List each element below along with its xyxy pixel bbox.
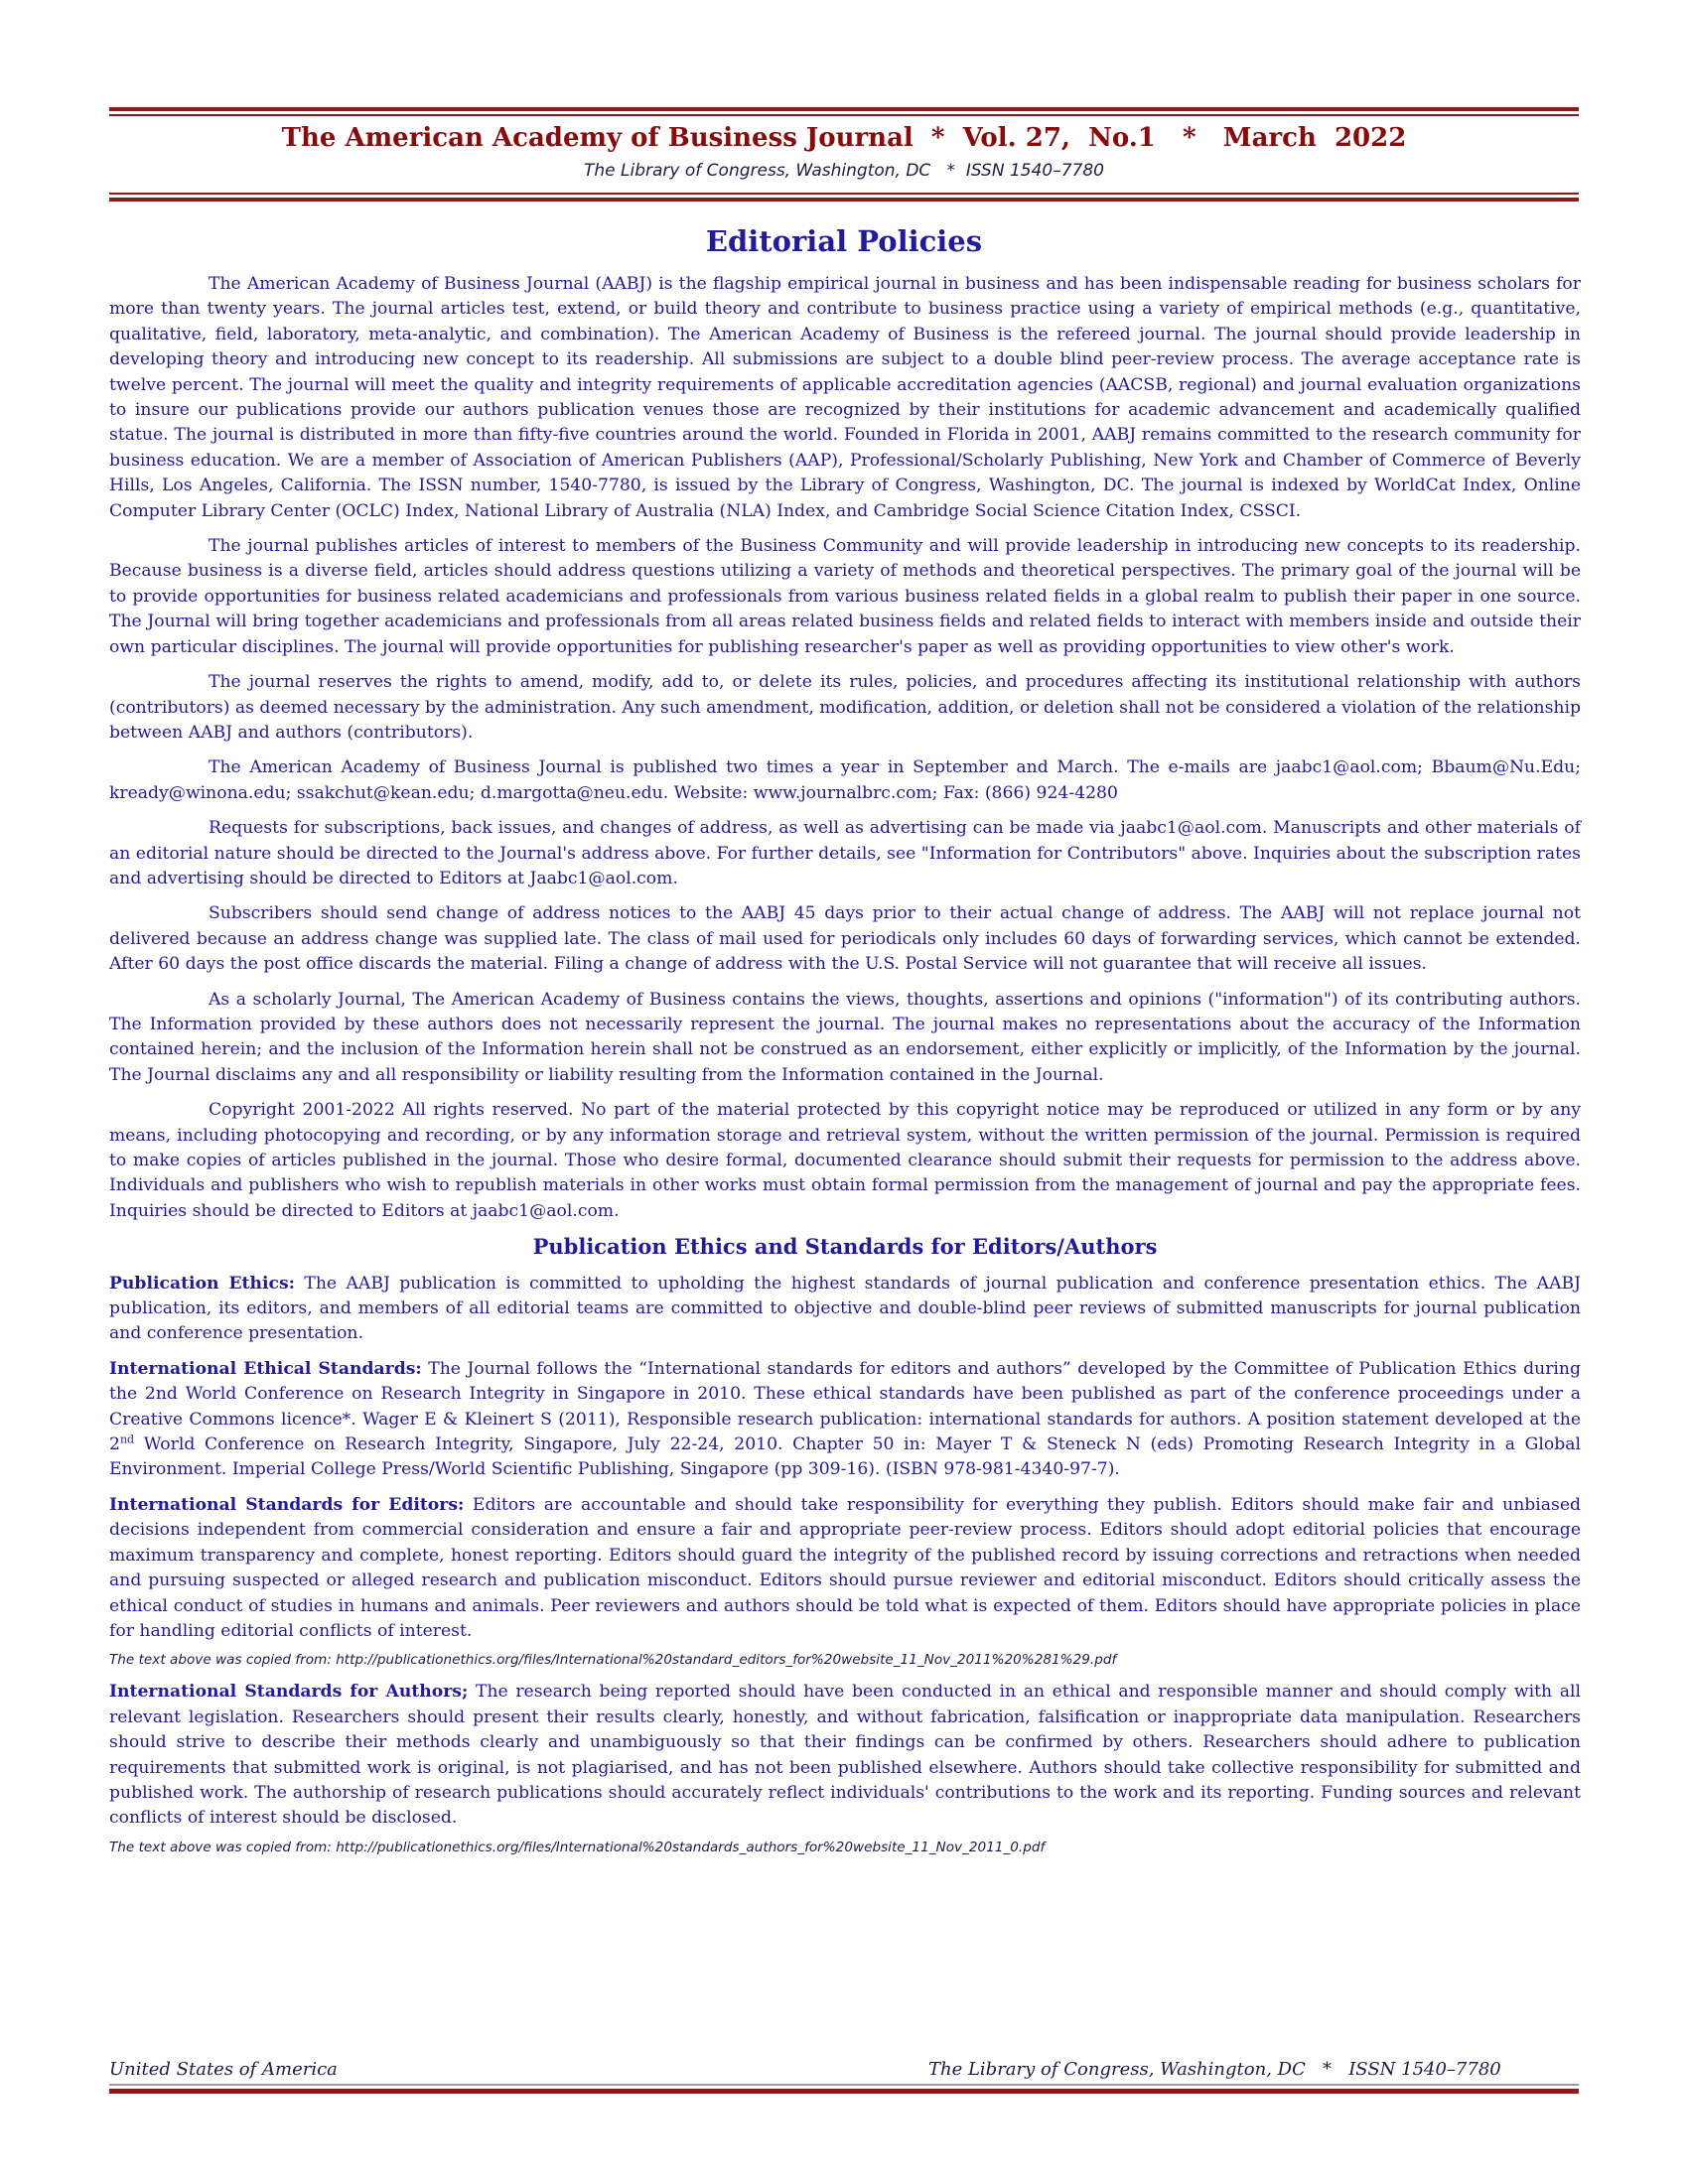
paragraph: Copyright 2001-2022 All rights reserved. No part of the material protected by this copyright notice may be reproduced or utilized in any form or by any means, including photocopying and recording, or by any information storage and retrieval system, without the written permission of the journal. Permission is required to make copies of articles published in the journal. Those who desire formal, documented clearance should submit their requests for permission to the address above. Individuals and publishers who wish to republish materials in other works must obtain formal permission from the management of journal and pay the appropriate fees. Inquiries should be directed to Editors at jaabc1@aol.com. [109,1100,1581,1221]
masthead-subtitle [109,161,1579,181]
paragraph: Requests for subscriptions, back issues, and changes of address, as well as advertising can be made via jaabc1@aol.com. Manuscripts and other materials of an editorial nature should be directed to the Journal's address above. For further details, see "Information for Contributors" above. Inquiries about the subscription rates and advertising should be directed to Editors at Jaabc1@aol.com. [109,818,1581,888]
paragraph: The journal publishes articles of interest to members of the Business Community and will provide leadership in introducing new concepts to its readership. Because business is a diverse field, articles should address questions utilizing a variety of methods and theoretical perspectives. The primary goal of the journal will be to provide opportunities for business related academicians and professionals from various business related fields in a global realm to publish their paper in one source. The Journal will bring together academicians and professionals from all areas related business fields and related fields to interact with members inside and outside their own particular disciplines. The journal will provide opportunities for publishing researcher's paper as well as providing opportunities to view other's work. [109,536,1581,657]
separator: * [1323,2059,1333,2080]
footer-country: United States of America [109,2059,338,2080]
separator: * [930,123,945,153]
issue-date: March 2022 [1222,123,1407,153]
separator: * [1183,123,1196,153]
standards-authors-text: The research being reported should have been conducted in an ethical and responsible manner and should comply with all relevant legislation. Researchers should present their results clearly, honestly, and without fabrication, falsification or inappropriate data manipulation. Researchers should strive to describe their methods clearly and unambiguously so that their findings can be confirmed by others. Researchers should adhere to publication requirements that submitted work is original, is not plagiarised, and has not been published elsewhere. Authors should take collective responsibility for submitted and published work. The authorship of research publications should accurately reflect individuals' contributions to the work and its reporting. Funding sources and relevant conflicts of interest should be disclosed. [109,1682,1581,1829]
editors-source-note: The text above was copied from: http://publicationethics.org/files/International%20standard_editors_for%20website_11_Nov_2011%20%281%29.pdf [109,1652,1117,1669]
masthead-title [109,123,1579,153]
separator: * [946,161,956,181]
standards-authors-paragraph [109,1680,1581,1831]
standards-editors-label: International Standards for Editors: [109,1494,465,1515]
paragraph: The American Academy of Business Journal (AABJ) is the flagship empirical journal in business and has been indispensable reading for business scholars for more than twenty years. The journal articles test, extend, or build theory and contribute to business practice using a variety of empirical methods (e.g., quantitative, qualitative, field, laboratory, meta-analytic, and combination). The American Academy of Business is the refereed journal. The journal should provide leadership in developing theory and introducing new concept to its readership. All submissions are subject to a double blind peer-review process. The average acceptance rate is twelve percent. The journal will meet the quality and integrity requirements of applicable accreditation agencies (AACSB, regional) and journal evaluation organizations to insure our publications provide our authors publication venues those are recognized by their institutions for academic advancement and academically qualified statue. The journal is distributed in more than fifty-five countries around the world. Founded in Florida in 2001, AABJ remains committed to the research community for business education. We are a member of Association of American Publishers (AAP), Professional/Scholarly Publishing, New York and Chamber of Commerce of Beverly Hills, Los Angeles, California. The ISSN number, 1540-7780, is issued by the Library of Congress, Washington, DC. The journal is indexed by WorldCat Index, Online Computer Library Center (OCLC) Index, National Library of Australia (NLA) Index, and Cambridge Social Science Citation Index, CSSCI. [109,274,1581,521]
publication-ethics-paragraph [109,1272,1581,1347]
publication-ethics-text: The AABJ publication is committed to upholding the highest standards of journal publication and conference presentation ethics. The AABJ publication, its editors, and members of all editorial teams are committed to objective and double-blind peer reviews of submitted manuscripts for journal publication and conference presentation. [109,1273,1581,1344]
section-heading: Publication Ethics and Standards for Editors/Authors [532,1234,1158,1260]
standards-editors-text: Editors are accountable and should take responsibility for everything they publish. Editors should make fair and unbiased decisions independent from commercial consideration and ensure a fair and appropriate peer-review process. Editors should adopt editorial policies that encourage maximum transparency and complete, honest reporting. Editors should guard the integrity of the published record by issuing corrections and retractions when needed and pursuing suspected or alleged research and publication misconduct. Editors should pursue reviewer and editorial misconduct. Editors should critically assess the ethical conduct of studies in humans and animals. Peer reviewers and authors should be told what is expected of them. Editors should have appropriate policies in place for handling editorial conflicts of interest. [109,1494,1582,1641]
standards-authors-label: International Standards for Authors; [109,1682,469,1703]
authors-source-note: The text above was copied from: http://publicationethics.org/files/International%20standards_authors_for%20website_11_Nov_2011_0.pdf [109,1839,1046,1855]
publication-ethics-label: Publication Ethics: [109,1273,295,1294]
footer-rule-red [109,2089,1579,2094]
issn: ISSN 1540–7780 [965,161,1104,181]
volume: Vol. 27, No.1 [962,123,1156,153]
journal-name: The American Academy of Business Journal [281,123,914,153]
header-rule-bottom-thin [109,193,1579,195]
header-rule-top [109,107,1579,111]
international-ethical-standards-text: The Journal follows the “International standards for editors and authors” developed by the Committee of Publication Ethics during the 2nd World Conference on Research Integrity in Singapore in 2010. These ethical standards have been published as part of the conference proceedings under a Creative Commons licence*. Wager E & Kleinert S (2011), Responsible research publication: international standards for authors. A position statement developed at the 2 [109,1358,1581,1455]
footer-library-name: The Library of Congress, Washington, DC [928,2059,1306,2080]
paragraph: The American Academy of Business Journal is published two times a year in September and March. The e-mails are jaabc1@aol.com; Bbaum@Nu.Edu; kready@winona.edu; ssakchut@kean.edu; d.margotta@neu.edu. Website: www.journalbrc.com; Fax: (866) 924-4280 [109,757,1581,803]
international-ethical-standards-text-cont: World Conference on Research Integrity, Singapore, July 22-24, 2010. Chapter 50 in: Mayer T & Steneck N (eds) Promoting Research Integrity in a Global Environment. Imperial College Press/World Scientific Publishing, Singapore (pp 309-16). (ISBN 978-981-4340-97-7). [109,1434,1581,1480]
international-ethical-standards-label: International Ethical Standards: [109,1358,422,1379]
footer-rule-gray [109,2084,1579,2086]
paragraph: The journal reserves the rights to amend, modify, add to, or delete its rules, policies, and procedures affecting its institutional relationship with authors (contributors) as deemed necessary by the administration. Any such amendment, modification, addition, or deletion shall not be considered a violation of the relationship between AABJ and authors (contributors). [109,672,1581,743]
library: The Library of Congress, Washington, DC [584,161,931,181]
footer-library [928,2059,1501,2080]
paragraph: As a scholarly Journal, The American Academy of Business contains the views, thoughts, assertions and opinions ("information") of its contributing authors. The Information provided by these authors does not necessarily represent the journal. The journal makes no representations about the accuracy of the Information contained herein; and the inclusion of the Information herein shall not be construed as an endorsement, either explicitly or implicitly, of the Information by the journal. The Journal disclaims any and all responsibility or liability resulting from the Information contained in the Journal. [109,989,1581,1085]
header-rule-top-thin [109,114,1579,116]
international-ethical-standards-paragraph [109,1357,1581,1483]
header-rule-bottom [109,198,1579,202]
superscript: nd [119,1433,135,1446]
footer-issn: ISSN 1540–7780 [1348,2059,1501,2080]
standards-editors-paragraph [109,1493,1581,1644]
paragraph: Subscribers should send change of address notices to the AABJ 45 days prior to their actual change of address. The AABJ will not replace journal not delivered because an address change was supplied late. The class of mail used for periodicals only includes 60 days of forwarding services, which cannot be extended. After 60 days the post office discards the material. Filing a change of address with the U.S. Postal Service will not guarantee that will receive all issues. [109,903,1581,975]
page-title: Editorial Policies [705,224,983,258]
main-content [109,272,1581,1867]
